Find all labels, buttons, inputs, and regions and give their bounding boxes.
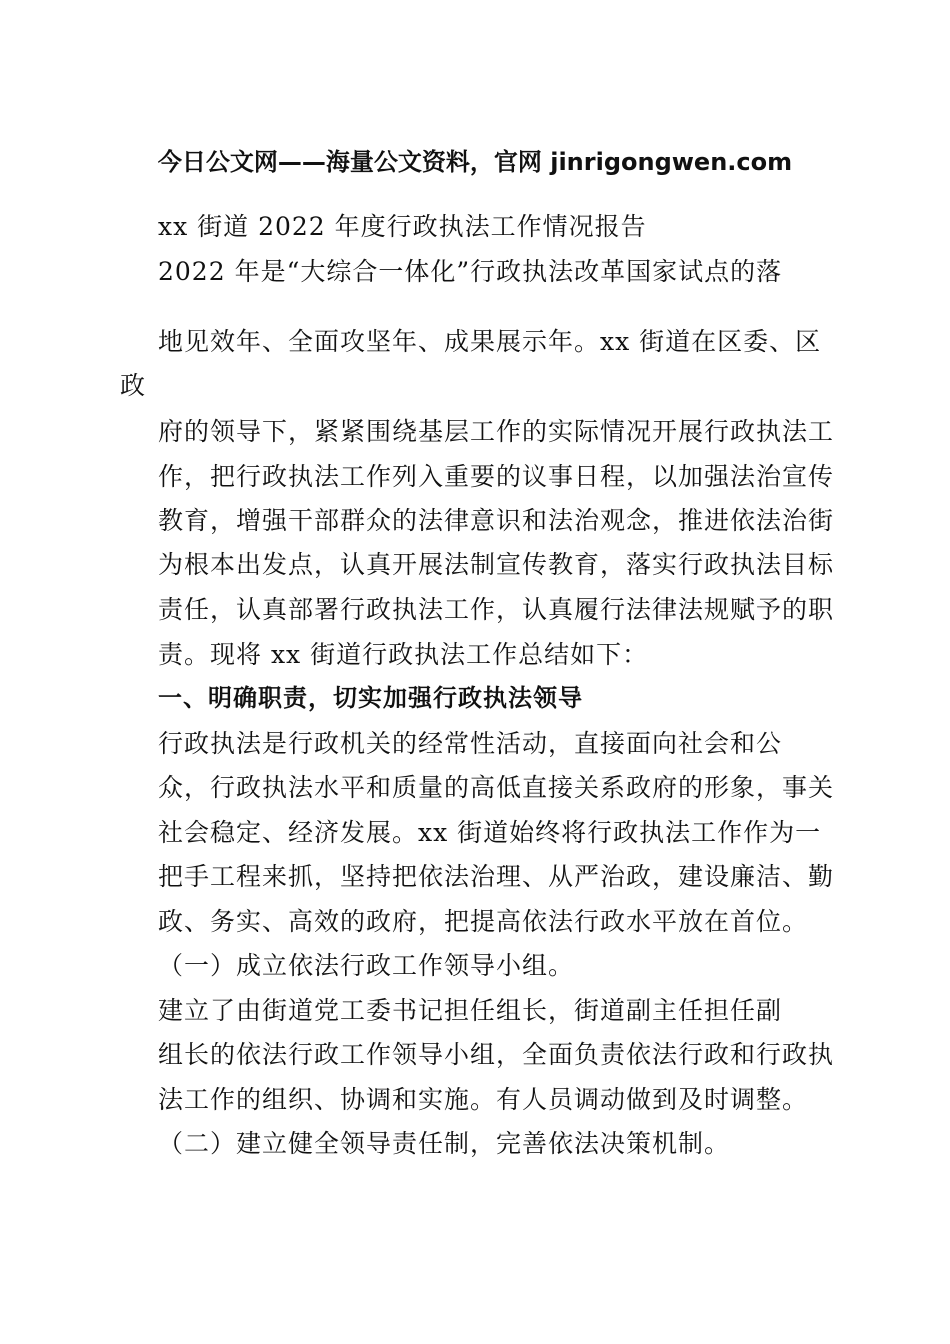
sub1-line: 建立了由街道党工委书记担任组长，街道副主任担任副 — [158, 996, 783, 1025]
intro-line: 教育，增强干部群众的法律意识和法治观念，推进依法治街 — [158, 506, 835, 535]
intro-line: 地见效年、全面攻坚年、成果展示年。xx 街道在区委、区 — [158, 327, 822, 356]
sub1-line: 组长的依法行政工作领导小组，全面负责依法行政和行政执 — [158, 1040, 835, 1069]
section1-line: 政、务实、高效的政府，把提高依法行政水平放在首位。 — [158, 907, 809, 936]
intro-line: 政 — [120, 371, 147, 400]
subsection-heading: （二）建立健全领导责任制，完善依法决策机制。 — [158, 1129, 731, 1158]
intro-line: 作，把行政执法工作列入重要的议事日程，以加强法治宣传 — [158, 462, 835, 491]
document-title: xx 街道 2022 年度行政执法工作情况报告 — [158, 212, 647, 241]
intro-line: 为根本出发点，认真开展法制宣传教育，落实行政执法目标 — [158, 550, 835, 579]
intro-line: 2022 年是“大综合一体化”行政执法改革国家试点的落 — [158, 257, 783, 286]
intro-line: 责。现将 xx 街道行政执法工作总结如下： — [158, 640, 649, 669]
section1-line: 众，行政执法水平和质量的高低直接关系政府的形象，事关 — [158, 773, 835, 802]
section1-line: 把手工程来抓，坚持把依法治理、从严治政，建设廉洁、勤 — [158, 862, 835, 891]
intro-line: 府的领导下，紧紧围绕基层工作的实际情况开展行政执法工 — [158, 417, 835, 446]
section1-line: 社会稳定、经济发展。xx 街道始终将行政执法工作作为一 — [158, 818, 822, 847]
section-heading: 一、明确职责，切实加强行政执法领导 — [158, 684, 583, 712]
subsection-heading: （一）成立依法行政工作领导小组。 — [158, 951, 575, 980]
sub1-line: 法工作的组织、协调和实施。有人员调动做到及时调整。 — [158, 1085, 809, 1114]
site-header: 今日公文网——海量公文资料，官网 jinrigongwen.com — [157, 148, 793, 176]
section1-line: 行政执法是行政机关的经常性活动，直接面向社会和公 — [158, 729, 783, 758]
intro-line: 责任，认真部署行政执法工作，认真履行法律法规赋予的职 — [158, 595, 835, 624]
